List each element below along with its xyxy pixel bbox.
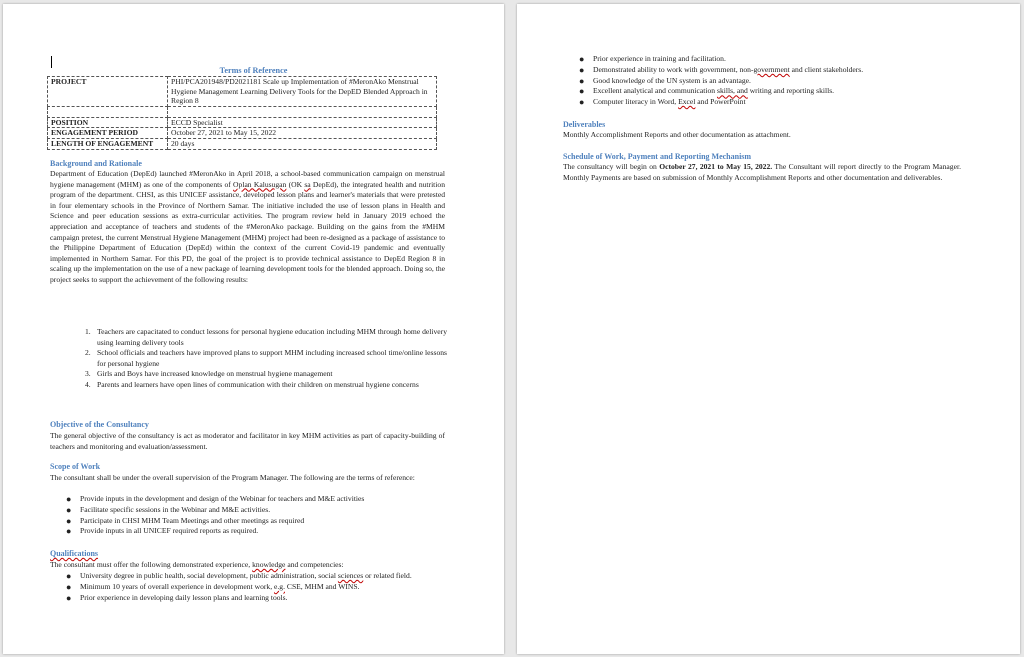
background-heading: Background and Rationale — [50, 159, 142, 168]
deliverables-heading: Deliverables — [563, 120, 606, 129]
bullet-icon: ● — [579, 86, 585, 97]
objective-heading: Objective of the Consultancy — [50, 420, 149, 429]
engagement-period-value: October 27, 2021 to May 15, 2022 — [168, 128, 437, 139]
bullet-icon: ● — [66, 592, 72, 603]
list-item: ● Provide inputs in the development and design of the Webinar for teachers and M&E activities — [66, 494, 365, 504]
background-paragraph: Department of Education (DepEd) launched #MeronAko in April 2018, a school-based communication campaign on menstrual hygiene management (MHM) as one of the components of Oplan Kalusugan (OK sa DepEd), the integrated health and nutrition program of the department. CHSI, as this UNICEF assistance, developed lesson plans and learner's materials that were pretested in four elementary schools in the Province of Northern Samar. The initiative included the use of lesson plans in Health and Science and peer education sessions as extra-curricular activities. The program review held in January 2019 echoed the appreciation and acceptance of teachers and students of the #MeronAko package. Building on the gains from the #MHM campaign pretest, the current Menstrual Hygiene Management (MHM) project had been re-designed as a package of assistance to the Philippine Department of Education (DepEd) within the context of the current Covid-19 pandemic and eventually implemented in Northern Samar. For this PD, the goal of the project is to provide technical assistance to DepEd Region 8 in scaling up the implementation on the use of a new package of learning development tools for the blended approach. Doing so, the project seeks to support the achievement of the following results: — [50, 169, 445, 284]
position-value: ECCD Specialist — [168, 117, 437, 128]
list-item: ● Facilitate specific sessions in the Webinar and M&E activities. — [66, 504, 271, 515]
list-item: ● Computer literacy in Word, Excel and PowerPoint — [579, 97, 746, 108]
qualifications-paragraph: The consultant must offer the following demonstrated experience, knowledge and competencies: — [50, 560, 344, 569]
bullet-icon: ● — [66, 494, 72, 504]
list-item: ● University degree in public health, social development, public administration, social sciences or related field. — [66, 571, 412, 581]
schedule-heading: Schedule of Work, Payment and Reporting Mechanism — [563, 152, 752, 161]
list-item: ● Excellent analytical and communication skills, and writing and reporting skills. — [579, 86, 835, 97]
bullet-icon: ● — [579, 54, 585, 64]
project-key: PROJECT — [48, 77, 168, 107]
scope-heading: Scope of Work — [50, 462, 101, 471]
document-page-1 — [3, 4, 504, 654]
project-value: PHI/PCA201948/PD2021181 Scale up Implementation of #MeronAko Menstrual Hygiene Management Learning Delivery Tools for the DepED Blended Approach in Region 8 — [168, 77, 437, 107]
engagement-length-key: LENGTH OF ENGAGEMENT — [48, 138, 168, 149]
qualifications-list — [64, 571, 442, 603]
list-item: ● Prior experience in developing daily lesson plans and learning tools. — [66, 592, 288, 603]
bullet-icon: ● — [66, 526, 72, 537]
objective-paragraph: The general objective of the consultancy is act as moderator and facilitator in key MHM activities as part of capacity-building of teachers and monitoring and evaluation/assessment. — [50, 431, 445, 451]
list-item: 3. Girls and Boys have increased knowledge on menstrual hygiene management — [85, 369, 333, 379]
list-item: ● Provide inputs in all UNICEF required reports as required. — [66, 526, 259, 537]
deliverables-paragraph: Monthly Accomplishment Reports and other documentation as attachment. — [563, 130, 791, 139]
list-item: ● Good knowledge of the UN system is an advantage. — [579, 75, 751, 86]
position-key: POSITION — [48, 117, 168, 128]
qualifications-heading: Qualifications — [50, 549, 99, 558]
results-list — [85, 327, 447, 391]
bullet-icon: ● — [579, 64, 585, 75]
bullet-icon: ● — [66, 515, 72, 526]
scope-list — [64, 494, 444, 537]
scope-paragraph: The consultant shall be under the overall supervision of the Program Manager. The following are the terms of reference: — [50, 473, 415, 482]
list-item: ● Minimum 10 years of overall experience in development work, e.g. CSE, MHM and WINS. — [66, 581, 360, 592]
bullet-icon: ● — [579, 97, 585, 108]
bullet-icon: ● — [66, 571, 72, 581]
document-page-2 — [517, 4, 1020, 654]
list-item: 1. Teachers are capacitated to conduct lessons for personal hygiene education including MHM through home delivery using learning delivery tools — [85, 327, 447, 347]
bullet-icon: ● — [66, 504, 72, 515]
list-item: ● Demonstrated ability to work with government, non-government and client stakeholders. — [579, 64, 864, 75]
list-item: ● Prior experience in training and facilitation. — [579, 54, 726, 64]
list-item: ● Participate in CHSI MHM Team Meetings and other meetings as required — [66, 515, 305, 526]
list-item: 2. School officials and teachers have improved plans to support MHM including increased school time/online lessons for personal hygiene — [85, 348, 447, 368]
bullet-icon: ● — [66, 581, 72, 592]
engagement-period-key: ENGAGEMENT PERIOD — [48, 128, 168, 139]
bullet-icon: ● — [579, 75, 585, 86]
engagement-length-value: 20 days — [168, 138, 437, 149]
terms-table — [47, 76, 437, 150]
schedule-paragraph: The consultancy will begin on October 27, 2021 to May 15, 2022. The Consultant will report directly to the Program Manager. Monthly Payments are based on submission of Monthly Accomplishment Reports and other documentation and deliverables. — [563, 162, 961, 182]
document-title: Terms of Reference — [219, 66, 288, 75]
qualifications-list-continued — [577, 54, 997, 108]
list-item: 4. Parents and learners have open lines of communication with their children on menstrual hygiene concerns — [85, 379, 419, 389]
